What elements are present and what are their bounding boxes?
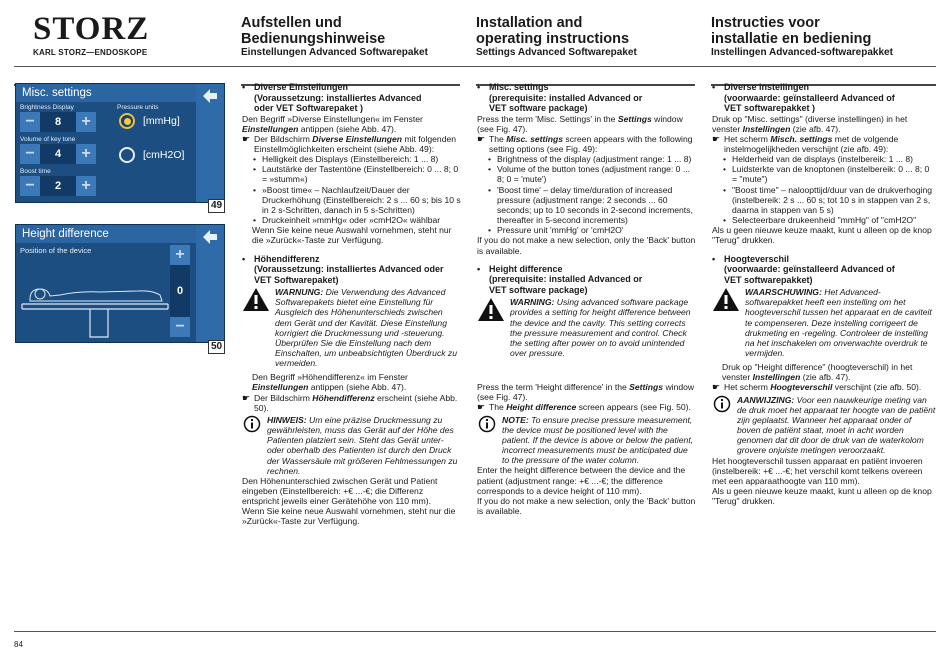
section-heading xyxy=(242,254,461,286)
heading-line: (Voraussetzung: installiertes Advanced oder xyxy=(254,264,444,275)
warning-icon xyxy=(712,287,740,312)
heading-line: • Misc. settings xyxy=(489,82,549,92)
header-rule xyxy=(14,66,936,67)
text-emphasis: Einstellungen xyxy=(242,123,299,134)
list-item: • Volume of the button tones (adjustment range: 0 ... 8; 0 = 'mute') xyxy=(477,164,696,184)
heading-line: VET softwarepakket) xyxy=(724,274,813,285)
heading-line: VET software package) xyxy=(489,103,588,113)
warning-block xyxy=(477,297,696,358)
text: window (see Fig. 47). xyxy=(477,113,683,134)
radio-selected-icon xyxy=(119,113,135,129)
paragraph xyxy=(477,114,696,134)
note-text xyxy=(737,395,936,456)
boost-time-value: 2 xyxy=(40,176,76,196)
unit-mmhg-label: [mmHg] xyxy=(143,115,180,127)
height-plus-button[interactable]: + xyxy=(170,245,190,265)
brightness-plus-button[interactable]: + xyxy=(76,112,96,132)
text: Den Begriff »Diverse Einstellungen« im Fenster xyxy=(242,113,423,124)
paragraph xyxy=(712,114,936,134)
header-en-title-2: operating instructions xyxy=(476,31,630,47)
volume-stepper xyxy=(20,144,96,164)
text: screen appears with the following setting options (see Fig. 49): xyxy=(489,133,693,154)
boost-time-minus-button[interactable]: − xyxy=(20,176,40,196)
paragraph xyxy=(477,382,696,402)
info-icon xyxy=(477,415,497,433)
text: (zie afb. 47). xyxy=(790,123,841,134)
header-nl-subtitle: Instellingen Advanced-softwarepakket xyxy=(711,47,893,58)
heading-line: • Höhendifferenz xyxy=(254,253,320,264)
list-item: • Selecteerbare drukeenheid "mmHg" of "cmH2O" xyxy=(712,215,936,225)
result-item xyxy=(242,393,461,413)
warning-label: WARNUNG: xyxy=(275,287,324,298)
text: erscheint (siehe Abb. 50). xyxy=(254,392,458,413)
section-heading xyxy=(712,254,936,286)
footer-rule xyxy=(14,631,936,632)
text-emphasis: Höhendifferenz xyxy=(312,392,375,403)
text: Druk op "Misc. settings" (diverse instellingen) in het venster xyxy=(712,113,908,134)
text: met de volgende instelmogelijkheden verschijnt (zie afb. 49): xyxy=(724,133,899,154)
heading-line: • Diverse instellingen xyxy=(724,82,810,92)
height-difference-screen xyxy=(15,224,225,343)
text: (zie afb. 47). xyxy=(800,372,851,383)
text-emphasis: Misch. settings xyxy=(770,133,833,144)
text: Using advanced software package provides a setting for height difference between the device and the cavity. This setting corrects the pressure measurement and control. Check the setting after power on to avoid unintended over pressure. xyxy=(510,297,691,358)
section-heading xyxy=(242,82,461,114)
result-item xyxy=(242,134,461,154)
text-emphasis: Height difference xyxy=(506,402,577,413)
heading-line: oder VET Softwarepaket ) xyxy=(254,103,364,113)
brightness-stepper xyxy=(20,112,96,132)
misc-settings-screen xyxy=(15,83,225,203)
page-number: 84 xyxy=(14,640,23,649)
header-nl-title-1: Instructies voor xyxy=(711,15,820,31)
list-item: • Druckeinheit »mmHg« oder »cmH2O« wählbar xyxy=(242,215,461,225)
list-item: • Brightness of the display (adjustment range: 1 ... 8) xyxy=(477,154,696,164)
brand-logo: STORZ xyxy=(33,11,150,47)
boost-time-label: Boost time xyxy=(20,168,51,175)
text: Het Advanced-softwarepakket heeft een instelling om het hoogteverschil tussen het apparaat en de caviteit te compenseren. Deze instelling corrigeert de drukmeting en -regeling. Controleer de instelling na het inschakelen om onverwachte overdruk te vermijden. xyxy=(745,287,932,358)
warning-text xyxy=(275,287,461,368)
result-item xyxy=(477,134,696,154)
position-label: Position of the device xyxy=(20,246,92,255)
info-icon xyxy=(712,395,732,413)
text: Press the term 'Height difference' in the xyxy=(477,382,630,393)
warning-text xyxy=(510,297,696,358)
list-item: • Helderheid van de displays (instelbereik: 1 ... 8) xyxy=(712,154,936,164)
warning-label: WAARSCHUWING: xyxy=(745,287,822,298)
pressure-units-label: Pressure units xyxy=(117,104,159,111)
paragraph: Den Höhenunterschied zwischen Gerät und Patient eingeben (Einstellbereich: +€ ...-€; die Differenz entspricht jeweils einer Gerätehöhe von 110 mm). xyxy=(242,475,438,507)
note-block xyxy=(242,415,461,476)
header-en-subtitle: Settings Advanced Softwarepaket xyxy=(476,47,637,58)
text: Den Begriff »Höhendifferenz« im Fenster xyxy=(252,372,408,383)
paragraph: If you do not make a new selection, only the 'Back' button is available. xyxy=(477,495,696,516)
brand-subtitle: KARL STORZ—ENDOSKOPE xyxy=(33,48,148,57)
heading-line: • Hoogteverschil xyxy=(724,253,790,264)
text-emphasis: Settings xyxy=(617,113,652,124)
result-item xyxy=(712,134,936,154)
text: Voor een nauwkeurige meting van de druk moet het apparaat ter hoogte van de patiënt zijn geplaatst. Wanneer het apparaat onder of boven de patiënt staat, moet in acht worden genomen dat dit door de druk van de waterkolom grovere onjuiste metingen veroorzaakt. xyxy=(737,394,936,456)
text: screen appears (see Fig. 50). xyxy=(576,402,691,413)
brightness-value: 8 xyxy=(40,112,76,132)
text: The xyxy=(489,402,507,413)
text-emphasis: Hoogteverschil xyxy=(770,382,833,393)
heading-line: (Voraussetzung: installiertes Advanced xyxy=(254,92,422,103)
height-value: 0 xyxy=(170,265,190,317)
warning-text xyxy=(745,287,936,358)
list-item: • Helligkeit des Displays (Einstellbereich: 1 ... 8) xyxy=(242,154,461,164)
volume-plus-button[interactable]: + xyxy=(76,144,96,164)
volume-minus-button[interactable]: − xyxy=(20,144,40,164)
heading-line: VET softwarepakket ) xyxy=(724,103,816,113)
note-label: HINWEIS: xyxy=(267,414,307,425)
volume-label: Volume of key tone xyxy=(20,136,76,143)
note-block xyxy=(477,415,696,466)
warning-block xyxy=(712,287,936,358)
paragraph: If you do not make a new selection, only the 'Back' button is available. xyxy=(477,235,696,256)
text: The xyxy=(489,133,507,144)
section-heading xyxy=(477,82,696,114)
note-block xyxy=(712,395,936,456)
text: To ensure precise pressure measurement, the device must be positioned level with the patient. If the device is above or below the patient, incorrect measurements must be anticipated due to the pressure of the water column. xyxy=(502,414,694,466)
heading-line: VET software package) xyxy=(489,284,588,295)
warning-icon xyxy=(242,287,270,312)
text-emphasis: Misc. settings xyxy=(506,133,564,144)
paragraph xyxy=(242,114,461,134)
list-item: • 'Boost time' – delay time/duration of increased pressure (adjustment range: 2 seconds ... 60 seconds; up to 10 seconds in 2-second increments, thereafter in 5-second increments) xyxy=(477,185,696,226)
text-emphasis: Diverse Einstellungen xyxy=(312,133,403,144)
height-minus-button[interactable]: − xyxy=(170,317,190,337)
text-emphasis: Settings xyxy=(629,382,664,393)
brightness-minus-button[interactable]: − xyxy=(20,112,40,132)
warning-icon xyxy=(477,297,505,322)
header-de-title-1: Aufstellen und xyxy=(241,15,342,31)
list-item: • »Boost time« – Nachlaufzeit/Dauer der Druckerhöhung (Einstellbereich: 2 s ... 60 s; bis 10 s in 2 s-Schritten, danach in 5 s-Schritten) xyxy=(242,185,461,215)
note-label: AANWIJZING: xyxy=(737,394,795,405)
list-item: • Luidsterkte van de knoptonen (instelbereik: 0 ... 8; 0 = "mute") xyxy=(712,164,936,184)
paragraph xyxy=(712,362,936,382)
header-de xyxy=(241,15,428,58)
text-emphasis: Einstellungen xyxy=(252,382,309,393)
result-item xyxy=(477,402,696,412)
paragraph: Het hoogteverschil tussen apparaat en patiënt invoeren (instelbereik: +€ ...-€; het verschil komt telkens overeen met een apparaathoogte van 110 mm). xyxy=(712,455,923,486)
unit-mmhg-option[interactable] xyxy=(119,113,180,129)
back-button[interactable] xyxy=(200,86,220,106)
paragraph: Wenn Sie keine neue Auswahl vornehmen, steht nur die »Zurück«-Taste zur Verfügung. xyxy=(242,506,456,527)
heading-line: VET Softwarepaket) xyxy=(254,274,339,285)
brightness-label: Brightness Display xyxy=(20,104,74,111)
text: Um eine präzise Druckmessung zu gewährleisten, muss das Gerät auf der Höhe des Patienten platziert sein. Steht das Gerät unter- oder oberhalb des Patienten ist durch den Druck der Wassersäule mit größeren Fehlmessungen zu rechnen. xyxy=(267,414,458,476)
boost-time-stepper xyxy=(20,176,96,196)
list-item: • "Boost time" – naloopttijd/duur van de drukverhoging (instelbereik: 2 s ... 60 s; tot 10 s in stappen van 2 s, daarna in stappen van 5 s) xyxy=(712,185,936,215)
heading-line: (voorwaarde: geïnstalleerd Advanced of xyxy=(724,92,895,103)
paragraph xyxy=(242,372,461,392)
text: Der Bildschirm xyxy=(254,133,313,144)
note-text xyxy=(502,415,696,466)
header-nl xyxy=(711,15,893,58)
boost-time-plus-button[interactable]: + xyxy=(76,176,96,196)
note-text xyxy=(267,415,461,476)
section-heading xyxy=(712,82,936,114)
unit-cmh2o-label: [cmH2O] xyxy=(143,149,185,161)
heading-line: • Height difference xyxy=(489,263,563,274)
text: Het scherm xyxy=(724,133,771,144)
warning-block xyxy=(242,287,461,368)
section-heading xyxy=(477,264,696,296)
warning-label: WARNING: xyxy=(510,297,555,308)
paragraph: Enter the height difference between the device and the patient (adjustment range: +€ ...-€; the difference corresponds to a device height of 110 mm). xyxy=(477,465,686,496)
column-nl xyxy=(712,82,936,506)
text: Die Verwendung des Advanced Softwarepakets bietet eine Einstellung für Ausgleich des Höhenunterschieds zwischen dem Gerät und der Kavität. Diese Einstellung korrigiert die Druckmessung und -steuerung. Überprüfen Sie die Einstellung nach dem Einschalten, um unbeabsichtigten Überdruck zu vermeiden. xyxy=(275,287,458,369)
text: window (see Fig. 47). xyxy=(477,382,695,403)
text: Der Bildschirm xyxy=(254,392,313,403)
paragraph: Als u geen nieuwe keuze maakt, kunt u alleen op de knop "Terug" drukken. xyxy=(712,486,932,507)
info-icon xyxy=(242,415,262,433)
radio-unselected-icon xyxy=(119,147,135,163)
paragraph: Als u geen nieuwe keuze maakt, kunt u alleen op de knop "Terug" drukken. xyxy=(712,225,932,246)
height-difference-title: Height difference xyxy=(16,225,196,243)
heading-line: • Diverse Einstellungen xyxy=(254,82,349,92)
arrow-left-icon xyxy=(200,227,220,247)
arrow-left-icon xyxy=(200,86,220,106)
column-en xyxy=(477,82,696,516)
heading-line: (prerequisite: installed Advanced or xyxy=(489,92,643,103)
list-item: • Lautstärke der Tastentöne (Einstellbereich: 0 ... 8; 0 = »stumm«) xyxy=(242,164,461,184)
text: mit folgenden Einstellmöglichkeiten erscheint (siehe Abb. 49): xyxy=(254,133,457,154)
figure-number-49: 49 xyxy=(208,199,225,213)
header-de-subtitle: Einstellungen Advanced Softwarepaket xyxy=(241,47,428,58)
text: verschijnt (zie afb. 50). xyxy=(832,382,922,393)
header-nl-title-2: installatie en bediening xyxy=(711,31,872,47)
height-stepper xyxy=(170,245,190,337)
text-emphasis: Instellingen xyxy=(742,123,791,134)
text: Press the term 'Misc. Settings' in the xyxy=(477,113,618,124)
volume-value: 4 xyxy=(40,144,76,164)
result-item xyxy=(712,382,936,392)
list-item: • Pressure unit 'mmHg' or 'cmH2O' xyxy=(477,225,696,235)
text: Druk op "Height difference" (hoogteverschil) in het venster xyxy=(722,362,913,383)
note-label: NOTE: xyxy=(502,414,529,425)
text: antippen (siehe Abb. 47). xyxy=(308,382,407,393)
figure-number-50: 50 xyxy=(208,340,225,354)
heading-line: (prerequisite: installed Advanced or xyxy=(489,274,643,285)
patient-table-illustration xyxy=(20,277,170,339)
misc-settings-title: Misc. settings xyxy=(16,84,196,102)
text-emphasis: Instellingen xyxy=(752,372,801,383)
header-en xyxy=(476,15,637,58)
column-de xyxy=(242,82,461,527)
text: Het scherm xyxy=(724,382,771,393)
paragraph: Wenn Sie keine neue Auswahl vornehmen, steht nur die »Zurück«-Taste zur Verfügung. xyxy=(252,225,452,246)
header-de-title-2: Bedienungshinweise xyxy=(241,31,386,47)
heading-line: (voorwaarde: geïnstalleerd Advanced of xyxy=(724,264,895,275)
back-button[interactable] xyxy=(200,227,220,247)
unit-cmh2o-option[interactable] xyxy=(119,147,184,163)
header-en-title-1: Installation and xyxy=(476,15,583,31)
text: antippen (siehe Abb. 47). xyxy=(298,123,397,134)
